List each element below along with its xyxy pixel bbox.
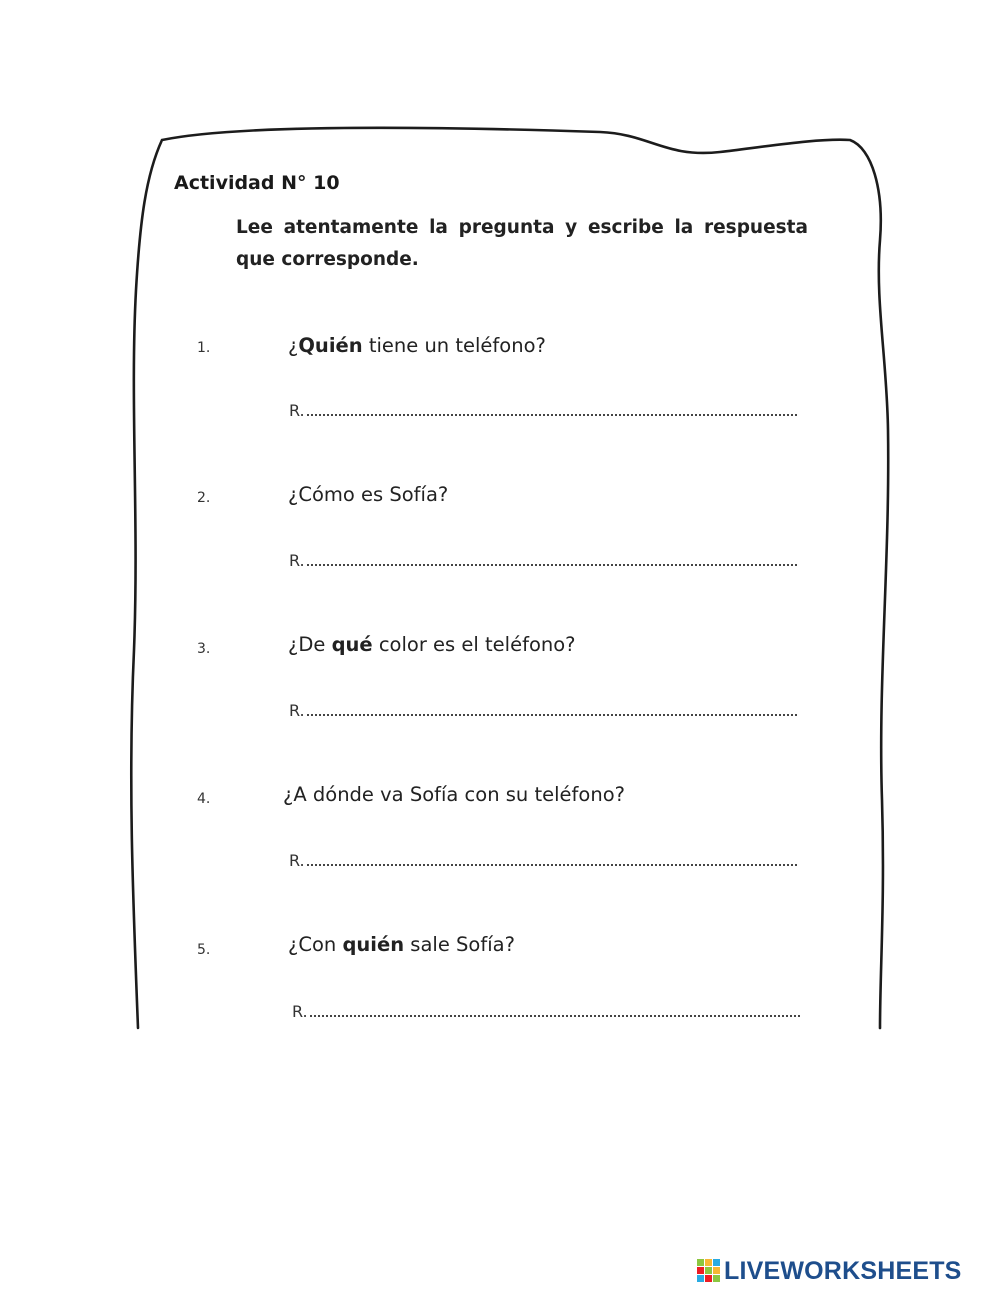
answer-row[interactable] [289,842,797,870]
answer-row[interactable] [289,542,797,570]
liveworksheets-logo [697,1257,962,1285]
answer-field[interactable] [310,1015,800,1017]
answer-row[interactable] [289,692,797,720]
answer-field[interactable] [307,564,797,566]
answer-label: R. [289,701,305,720]
activity-title: Actividad N° 10 [174,172,340,194]
question-number: 5. [197,942,211,958]
answer-label: R. [289,401,305,420]
answer-field[interactable] [307,714,797,716]
brand-name: LIVEWORKSHEETS [724,1256,962,1285]
question-number: 1. [197,340,211,356]
question-text: ¿De qué color es el teléfono? [288,633,576,656]
answer-row[interactable] [292,993,800,1021]
question-number: 4. [197,791,211,807]
question-number: 2. [197,490,211,506]
answer-label: R. [289,551,305,570]
question-text: ¿Cómo es Sofía? [288,483,449,506]
question-text: ¿A dónde va Sofía con su teléfono? [283,783,625,806]
question-number: 3. [197,641,211,657]
answer-field[interactable] [307,864,797,866]
liveworksheets-icon [697,1259,721,1283]
question-text: ¿Quién tiene un teléfono? [288,334,546,357]
instructions-text: Lee atentamente la pregunta y escribe la respuesta que corresponde. [236,217,808,270]
answer-row[interactable] [289,392,797,420]
question-text: ¿Con quién sale Sofía? [288,933,515,956]
answer-label: R. [289,851,305,870]
answer-label: R. [292,1002,308,1021]
answer-field[interactable] [307,414,797,416]
